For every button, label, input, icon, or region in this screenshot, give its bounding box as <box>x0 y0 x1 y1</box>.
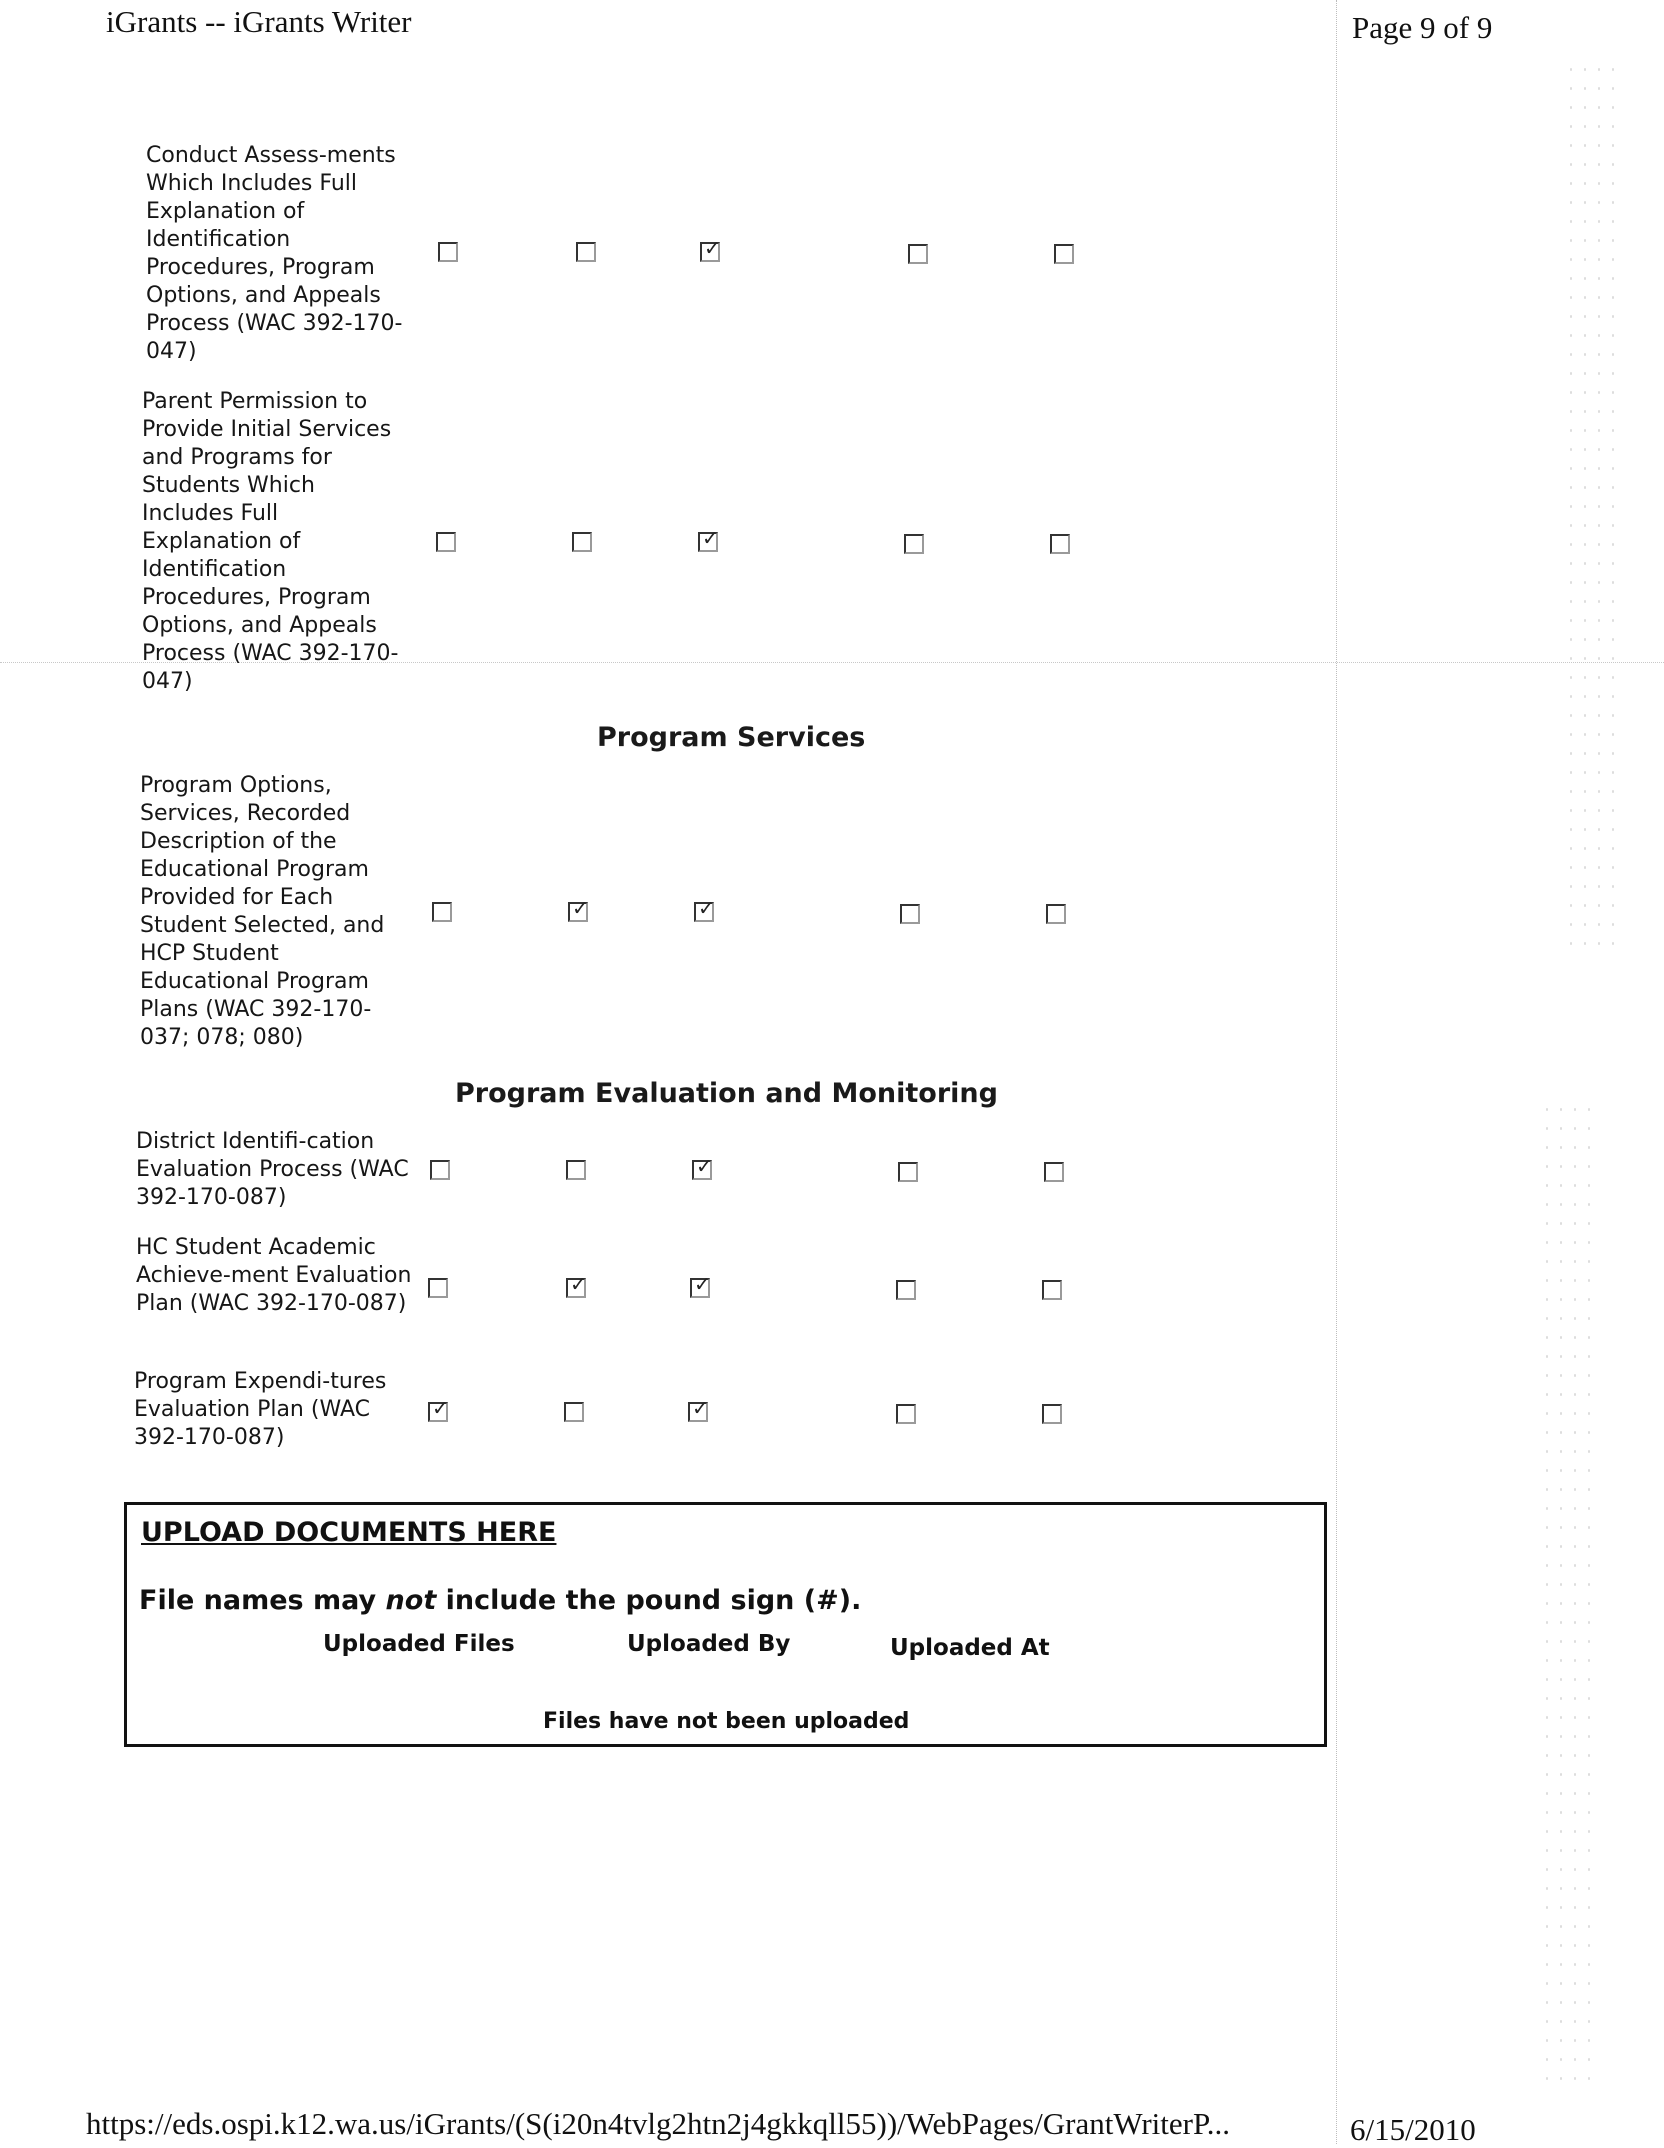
checkbox-checked[interactable] <box>692 1154 713 1180</box>
scan-margin-rule <box>1336 0 1337 2144</box>
scan-noise <box>1564 60 1624 960</box>
checkbox-unchecked[interactable] <box>1050 534 1070 554</box>
checkbox-checked[interactable] <box>428 1396 449 1422</box>
checkbox-unchecked[interactable] <box>566 1160 586 1180</box>
checkbox-checked[interactable] <box>690 1272 711 1298</box>
checkbox-unchecked[interactable] <box>576 242 596 262</box>
column-header-uploaded-files: Uploaded Files <box>323 1631 515 1657</box>
scan-noise <box>1540 1100 1600 2080</box>
checkbox-checked[interactable] <box>694 896 715 922</box>
checkbox-unchecked[interactable] <box>908 244 928 264</box>
checkmark-icon: ✓ <box>702 526 719 550</box>
checkbox-checked[interactable] <box>698 526 719 552</box>
checkbox-unchecked[interactable] <box>898 1162 918 1182</box>
checkbox-unchecked[interactable] <box>572 532 592 552</box>
checkbox-unchecked[interactable] <box>430 1160 450 1180</box>
checkbox-checked[interactable] <box>688 1396 709 1422</box>
column-header-uploaded-at: Uploaded At <box>890 1635 1050 1661</box>
checkmark-icon: ✓ <box>432 1396 449 1420</box>
checkmark-icon: ✓ <box>572 896 589 920</box>
checkbox-unchecked[interactable] <box>564 1402 584 1422</box>
row-label: Parent Permission to Provide Initial Services and Programs for Students Which Includes Full Explanation of Identification Procedures, Program Options, and Appeals Process (WAC 392-170-047) <box>142 389 399 694</box>
checkbox-unchecked[interactable] <box>900 904 920 924</box>
checkmark-icon: ✓ <box>694 1272 711 1296</box>
upload-filename-warning <box>139 1585 861 1616</box>
upload-documents-panel <box>124 1502 1327 1747</box>
checkbox-unchecked[interactable] <box>1054 244 1074 264</box>
print-footer-url: https://eds.ospi.k12.wa.us/iGrants/(S(i20n4tvlg2htn2j4gkkqll55))/WebPages/GrantWriterP... <box>86 2106 1231 2141</box>
row-label: District Identifi-cation Evaluation Process (WAC 392-170-087) <box>136 1129 409 1210</box>
checkbox-unchecked[interactable] <box>428 1278 448 1298</box>
checkmark-icon: ✓ <box>696 1154 713 1178</box>
print-header-title: iGrants -- iGrants Writer <box>106 4 412 39</box>
upload-documents-link[interactable]: UPLOAD DOCUMENTS HERE <box>141 1517 557 1548</box>
print-header-page-number: Page 9 of 9 <box>1352 10 1493 45</box>
checkmark-icon: ✓ <box>698 896 715 920</box>
checkbox-unchecked[interactable] <box>896 1404 916 1424</box>
checkbox-unchecked[interactable] <box>436 532 456 552</box>
checkbox-unchecked[interactable] <box>1042 1404 1062 1424</box>
row-label: Program Expendi-tures Evaluation Plan (WAC 392-170-087) <box>134 1369 387 1450</box>
warning-text-end: include the pound sign (#). <box>436 1585 862 1616</box>
row-label: HC Student Academic Achieve-ment Evaluation Plan (WAC 392-170-087) <box>136 1235 412 1316</box>
section-heading-program-evaluation: Program Evaluation and Monitoring <box>455 1078 998 1109</box>
column-header-uploaded-by: Uploaded By <box>627 1631 791 1657</box>
checkbox-unchecked[interactable] <box>1044 1162 1064 1182</box>
checkbox-unchecked[interactable] <box>896 1280 916 1300</box>
checkbox-checked[interactable] <box>566 1272 587 1298</box>
checkbox-checked[interactable] <box>700 236 721 262</box>
warning-text-start: File names may <box>139 1585 386 1616</box>
no-files-message: Files have not been uploaded <box>543 1709 910 1734</box>
checkbox-unchecked[interactable] <box>904 534 924 554</box>
checkmark-icon: ✓ <box>692 1396 709 1420</box>
checkbox-unchecked[interactable] <box>438 242 458 262</box>
checkbox-unchecked[interactable] <box>432 902 452 922</box>
section-heading-program-services: Program Services <box>597 722 866 753</box>
print-footer-date: 6/15/2010 <box>1350 2112 1476 2147</box>
row-label: Program Options, Services, Recorded Description of the Educational Program Provided for Each Student Selected, and HCP Student Educational Program Plans (WAC 392-170-037; 078; 080) <box>140 773 385 1050</box>
checkbox-checked[interactable] <box>568 896 589 922</box>
checkbox-unchecked[interactable] <box>1046 904 1066 924</box>
checkmark-icon: ✓ <box>570 1272 587 1296</box>
checkmark-icon: ✓ <box>704 236 721 260</box>
warning-text-emphasis: not <box>385 1585 437 1616</box>
row-label: Conduct Assess-ments Which Includes Full Explanation of Identification Procedures, Program Options, and Appeals Process (WAC 392-170-047) <box>146 143 403 364</box>
checkbox-unchecked[interactable] <box>1042 1280 1062 1300</box>
